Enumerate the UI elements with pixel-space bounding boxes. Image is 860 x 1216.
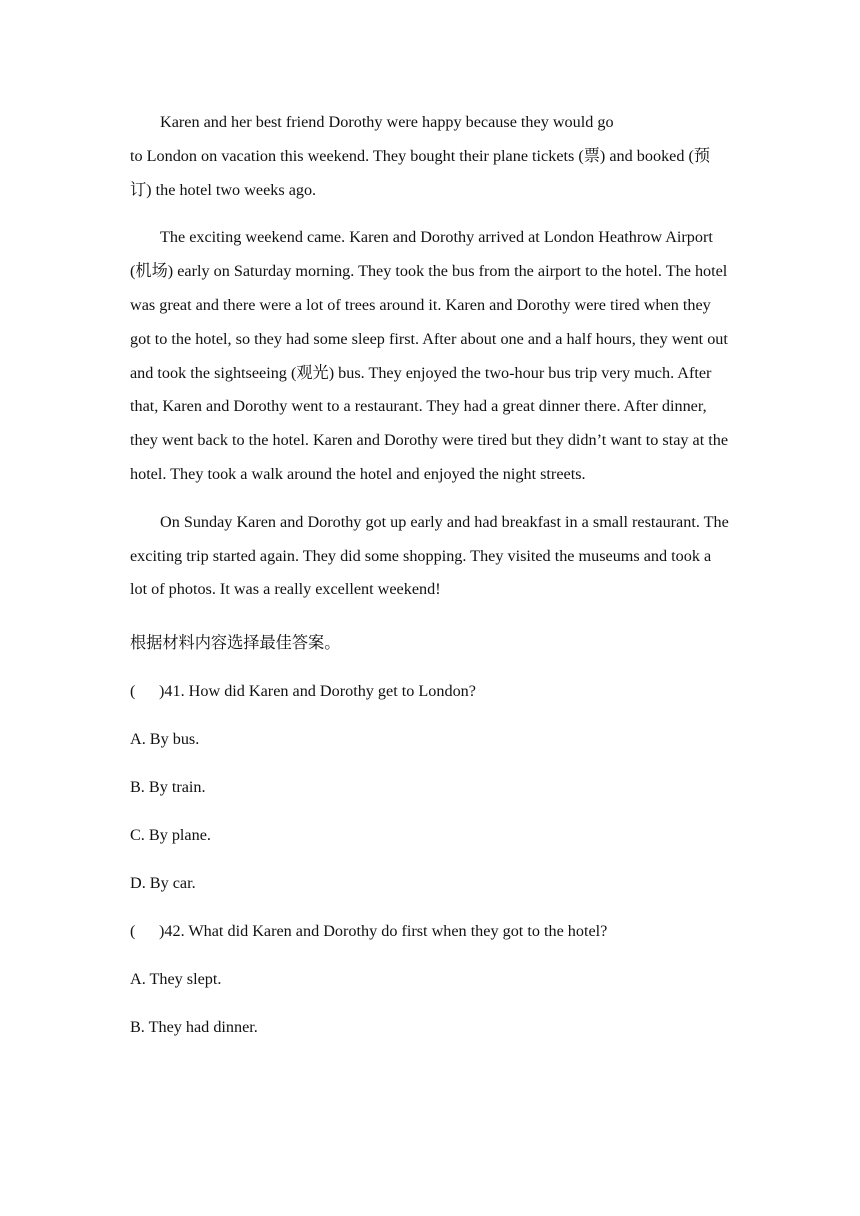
answer-blank-41[interactable]: ( (130, 682, 136, 701)
passage-paragraph-2: The exciting weekend came. Karen and Dorothy arrived at London Heathrow Airport (机场) early on Saturday morning. They took the bus from the airport to the hotel. The hotel was great and there were a lot of trees around it. Karen and Dorothy were tired when they got to the hotel, so they had some sleep first. After about one and a half hours, they went out and took the sightseeing (观光) bus. They enjoyed the two-hour bus trip very much. After that, Karen and Dorothy went to a restaurant. They had a great dinner there. After dinner, they went back to the hotel. Karen and Dorothy were tired but they didn’t want to stay at the hotel. They took a walk around the hotel and enjoyed the night streets. (130, 228, 729, 483)
question-41-option-c: C. By plane. (130, 826, 211, 845)
instruction-text: 根据材料内容选择最佳答案。 (130, 634, 341, 653)
question-42-stem-line (130, 907, 730, 955)
question-41-stem-line (130, 667, 730, 715)
passage-paragraph-3: On Sunday Karen and Dorothy got up early and had breakfast in a small restaurant. The exciting trip started again. They did some shopping. They visited the museums and took a lot of photos. It was a really excellent weekend! (130, 512, 729, 599)
question-41 (130, 667, 730, 907)
question-42-option-b: B. They had dinner. (130, 1018, 258, 1037)
passage-paragraph-1-line-1: Karen and her best friend Dorothy were happy because they would go (160, 113, 614, 131)
question-42-stem: )42. What did Karen and Dorothy do first when they got to the hotel? (159, 922, 608, 941)
question-41-stem: )41. How did Karen and Dorothy get to London? (159, 682, 476, 701)
passage-paragraph-1-rest: to London on vacation this weekend. They bought their plane tickets (票) and booked (预订) the hotel two weeks ago. (130, 146, 711, 199)
question-42-option-a: A. They slept. (130, 970, 222, 989)
question-41-option-b: B. By train. (130, 778, 206, 797)
question-42 (130, 907, 730, 1051)
question-41-option-d: D. By car. (130, 874, 196, 893)
answer-blank-42[interactable]: ( (130, 922, 136, 941)
question-41-option-a: A. By bus. (130, 730, 200, 749)
worksheet-page (130, 106, 730, 1051)
passage-paragraph-1 (130, 106, 730, 207)
